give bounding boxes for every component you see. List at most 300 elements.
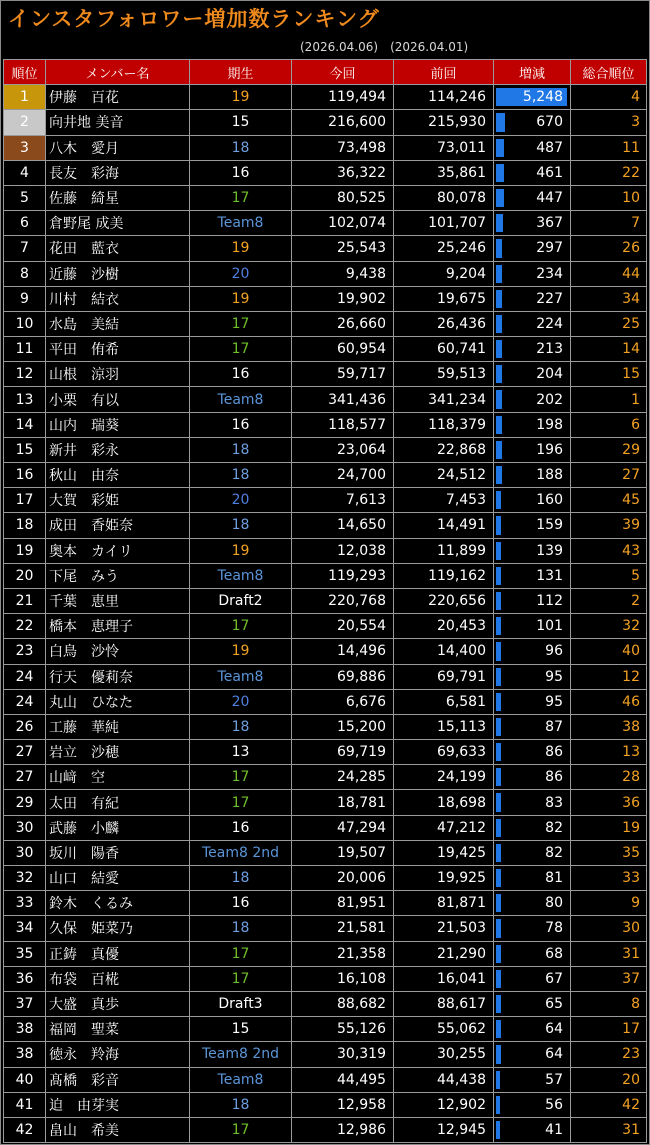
table-row xyxy=(4,261,647,286)
current-followers-cell: 9,438 xyxy=(292,261,394,286)
change-value: 202 xyxy=(536,391,563,408)
total-rank-cell: 36 xyxy=(571,790,647,815)
rank-cell: 19 xyxy=(4,538,46,563)
change-value: 82 xyxy=(545,844,563,861)
rank-cell: 32 xyxy=(4,866,46,891)
total-rank-cell: 25 xyxy=(571,311,647,336)
total-rank-cell: 20 xyxy=(571,1067,647,1092)
rank-cell: 1 xyxy=(4,85,46,110)
generation-cell: Team8 xyxy=(190,211,292,236)
change-value: 57 xyxy=(545,1071,563,1088)
change-bar xyxy=(496,793,501,811)
current-followers-cell: 7,613 xyxy=(292,488,394,513)
rank-cell: 20 xyxy=(4,563,46,588)
current-followers-cell: 23,064 xyxy=(292,437,394,462)
rank-cell: 24 xyxy=(4,664,46,689)
change-value: 95 xyxy=(545,693,563,710)
change-cell xyxy=(494,513,571,538)
generation-cell: Draft3 xyxy=(190,991,292,1016)
rank-cell: 34 xyxy=(4,916,46,941)
generation-cell: 17 xyxy=(190,311,292,336)
header-member-name: メンバー名 xyxy=(46,60,190,85)
generation-cell: 18 xyxy=(190,714,292,739)
member-name-cell: 八木 愛月 xyxy=(46,135,190,160)
table-row xyxy=(4,991,647,1016)
rank-cell: 27 xyxy=(4,765,46,790)
total-rank-cell: 32 xyxy=(571,614,647,639)
change-cell xyxy=(494,563,571,588)
change-value: 188 xyxy=(536,467,563,484)
rank-cell: 18 xyxy=(4,513,46,538)
change-cell xyxy=(494,664,571,689)
generation-cell: Team8 xyxy=(190,1067,292,1092)
table-row xyxy=(4,437,647,462)
header-rank: 順位 xyxy=(4,60,46,85)
change-cell xyxy=(494,387,571,412)
change-value: 213 xyxy=(536,341,563,358)
change-cell xyxy=(494,185,571,210)
table-row xyxy=(4,387,647,412)
previous-followers-cell: 81,871 xyxy=(394,891,494,916)
rank-cell: 38 xyxy=(4,1042,46,1067)
change-cell xyxy=(494,538,571,563)
change-value: 224 xyxy=(536,315,563,332)
previous-followers-cell: 114,246 xyxy=(394,85,494,110)
current-followers-cell: 12,986 xyxy=(292,1117,394,1142)
previous-followers-cell: 30,255 xyxy=(394,1042,494,1067)
change-cell xyxy=(494,311,571,336)
change-value: 367 xyxy=(536,215,563,232)
member-name-cell: 徳永 羚海 xyxy=(46,1042,190,1067)
generation-cell: 20 xyxy=(190,261,292,286)
change-value: 95 xyxy=(545,668,563,685)
change-value: 139 xyxy=(536,542,563,559)
current-followers-cell: 19,902 xyxy=(292,286,394,311)
generation-cell: 17 xyxy=(190,966,292,991)
previous-followers-cell: 12,902 xyxy=(394,1092,494,1117)
change-cell xyxy=(494,815,571,840)
generation-cell: Team8 xyxy=(190,563,292,588)
current-followers-cell: 36,322 xyxy=(292,160,394,185)
member-name-cell: 橋本 恵理子 xyxy=(46,614,190,639)
table-row xyxy=(4,689,647,714)
current-followers-cell: 6,676 xyxy=(292,689,394,714)
generation-cell: 20 xyxy=(190,488,292,513)
change-cell xyxy=(494,437,571,462)
generation-cell: 16 xyxy=(190,891,292,916)
change-bar xyxy=(496,642,501,660)
change-cell xyxy=(494,85,571,110)
generation-cell: Team8 2nd xyxy=(190,1042,292,1067)
previous-followers-cell: 25,246 xyxy=(394,236,494,261)
change-value: 101 xyxy=(536,618,563,635)
table-row xyxy=(4,362,647,387)
rank-cell: 4 xyxy=(4,160,46,185)
change-cell xyxy=(494,588,571,613)
previous-followers-cell: 6,581 xyxy=(394,689,494,714)
change-cell xyxy=(494,991,571,1016)
previous-followers-cell: 59,513 xyxy=(394,362,494,387)
rank-cell: 21 xyxy=(4,588,46,613)
total-rank-cell: 34 xyxy=(571,286,647,311)
total-rank-cell: 23 xyxy=(571,1042,647,1067)
previous-followers-cell: 24,512 xyxy=(394,463,494,488)
generation-cell: Team8 xyxy=(190,664,292,689)
generation-cell: 17 xyxy=(190,790,292,815)
total-rank-cell: 33 xyxy=(571,866,647,891)
member-name-cell: 岩立 沙穂 xyxy=(46,740,190,765)
member-name-cell: 長友 彩海 xyxy=(46,160,190,185)
change-bar xyxy=(496,894,501,912)
change-cell xyxy=(494,236,571,261)
total-rank-cell: 35 xyxy=(571,840,647,865)
generation-cell: 19 xyxy=(190,286,292,311)
change-cell xyxy=(494,639,571,664)
change-cell xyxy=(494,714,571,739)
table-row xyxy=(4,412,647,437)
rank-cell: 26 xyxy=(4,714,46,739)
current-followers-cell: 19,507 xyxy=(292,840,394,865)
previous-followers-cell: 21,503 xyxy=(394,916,494,941)
member-name-cell: 迫 由芽実 xyxy=(46,1092,190,1117)
member-name-cell: 大盛 真歩 xyxy=(46,991,190,1016)
change-bar xyxy=(496,718,501,736)
change-cell xyxy=(494,866,571,891)
rank-cell: 14 xyxy=(4,412,46,437)
total-rank-cell: 7 xyxy=(571,211,647,236)
member-name-cell: 正鋳 真優 xyxy=(46,941,190,966)
current-followers-cell: 16,108 xyxy=(292,966,394,991)
rank-cell: 11 xyxy=(4,337,46,362)
table-row xyxy=(4,337,647,362)
change-value: 78 xyxy=(545,920,563,937)
change-cell xyxy=(494,941,571,966)
member-name-cell: 向井地 美音 xyxy=(46,110,190,135)
change-cell xyxy=(494,463,571,488)
rank-cell: 29 xyxy=(4,790,46,815)
rank-cell: 24 xyxy=(4,689,46,714)
table-row xyxy=(4,740,647,765)
previous-followers-cell: 119,162 xyxy=(394,563,494,588)
generation-cell: 16 xyxy=(190,160,292,185)
table-row xyxy=(4,1092,647,1117)
generation-cell: 17 xyxy=(190,765,292,790)
total-rank-cell: 39 xyxy=(571,513,647,538)
rank-cell: 38 xyxy=(4,1017,46,1042)
current-followers-cell: 80,525 xyxy=(292,185,394,210)
total-rank-cell: 19 xyxy=(571,815,647,840)
table-row xyxy=(4,966,647,991)
previous-followers-cell: 55,062 xyxy=(394,1017,494,1042)
change-cell xyxy=(494,261,571,286)
member-name-cell: 水島 美結 xyxy=(46,311,190,336)
member-name-cell: 近藤 沙樹 xyxy=(46,261,190,286)
current-followers-cell: 220,768 xyxy=(292,588,394,613)
change-bar xyxy=(496,819,501,837)
generation-cell: 17 xyxy=(190,1117,292,1142)
previous-followers-cell: 15,113 xyxy=(394,714,494,739)
change-cell xyxy=(494,765,571,790)
current-followers-cell: 24,285 xyxy=(292,765,394,790)
change-bar xyxy=(496,1121,500,1139)
generation-cell: 17 xyxy=(190,185,292,210)
previous-followers-cell: 14,491 xyxy=(394,513,494,538)
rank-cell: 41 xyxy=(4,1092,46,1117)
change-cell xyxy=(494,1042,571,1067)
table-row xyxy=(4,563,647,588)
change-value: 86 xyxy=(545,769,563,786)
change-value: 41 xyxy=(545,1121,563,1138)
previous-followers-cell: 73,011 xyxy=(394,135,494,160)
generation-cell: 18 xyxy=(190,437,292,462)
change-value: 487 xyxy=(536,139,563,156)
rank-cell: 2 xyxy=(4,110,46,135)
change-bar xyxy=(496,516,501,534)
member-name-cell: 大賀 彩姫 xyxy=(46,488,190,513)
member-name-cell: 髙橋 彩音 xyxy=(46,1067,190,1092)
ranking-table xyxy=(3,59,647,1143)
change-cell xyxy=(494,1067,571,1092)
rank-cell: 9 xyxy=(4,286,46,311)
previous-followers-cell: 80,078 xyxy=(394,185,494,210)
rank-cell: 22 xyxy=(4,614,46,639)
generation-cell: 20 xyxy=(190,689,292,714)
change-bar xyxy=(496,995,501,1013)
generation-cell: 19 xyxy=(190,236,292,261)
change-value: 670 xyxy=(536,114,563,131)
total-rank-cell: 11 xyxy=(571,135,647,160)
member-name-cell: 福岡 聖菜 xyxy=(46,1017,190,1042)
member-name-cell: 白鳥 沙怜 xyxy=(46,639,190,664)
previous-followers-cell: 26,436 xyxy=(394,311,494,336)
change-cell xyxy=(494,891,571,916)
rank-cell: 7 xyxy=(4,236,46,261)
change-value: 461 xyxy=(536,164,563,181)
rank-cell: 5 xyxy=(4,185,46,210)
table-row xyxy=(4,916,647,941)
change-bar xyxy=(496,365,502,383)
table-body xyxy=(4,85,647,1143)
generation-cell: 18 xyxy=(190,513,292,538)
header-total-rank: 総合順位 xyxy=(571,60,647,85)
table-row xyxy=(4,85,647,110)
change-value: 297 xyxy=(536,240,563,257)
previous-followers-cell: 341,234 xyxy=(394,387,494,412)
generation-cell: 19 xyxy=(190,639,292,664)
previous-followers-cell: 215,930 xyxy=(394,110,494,135)
change-bar xyxy=(496,265,502,283)
change-bar xyxy=(496,1020,501,1038)
generation-cell: 18 xyxy=(190,463,292,488)
previous-followers-cell: 12,945 xyxy=(394,1117,494,1142)
rank-cell: 17 xyxy=(4,488,46,513)
current-followers-cell: 12,038 xyxy=(292,538,394,563)
change-cell xyxy=(494,135,571,160)
rank-cell: 8 xyxy=(4,261,46,286)
generation-cell: 17 xyxy=(190,337,292,362)
generation-cell: 13 xyxy=(190,740,292,765)
rank-cell: 12 xyxy=(4,362,46,387)
table-row xyxy=(4,538,647,563)
member-name-cell: 新井 彩永 xyxy=(46,437,190,462)
table-row xyxy=(4,1017,647,1042)
table-row xyxy=(4,840,647,865)
member-name-cell: 山内 瑞葵 xyxy=(46,412,190,437)
table-row xyxy=(4,513,647,538)
previous-followers-cell: 35,861 xyxy=(394,160,494,185)
previous-followers-cell: 88,617 xyxy=(394,991,494,1016)
total-rank-cell: 17 xyxy=(571,1017,647,1042)
previous-followers-cell: 21,290 xyxy=(394,941,494,966)
member-name-cell: 山﨑 空 xyxy=(46,765,190,790)
previous-followers-cell: 24,199 xyxy=(394,765,494,790)
rank-cell: 33 xyxy=(4,891,46,916)
rank-cell: 13 xyxy=(4,387,46,412)
current-followers-cell: 47,294 xyxy=(292,815,394,840)
member-name-cell: 工藤 華純 xyxy=(46,714,190,739)
table-row xyxy=(4,664,647,689)
table-row xyxy=(4,790,647,815)
generation-cell: Team8 2nd xyxy=(190,840,292,865)
member-name-cell: 武藤 小麟 xyxy=(46,815,190,840)
generation-cell: 19 xyxy=(190,538,292,563)
previous-followers-cell: 69,791 xyxy=(394,664,494,689)
rank-cell: 15 xyxy=(4,437,46,462)
total-rank-cell: 28 xyxy=(571,765,647,790)
member-name-cell: 平田 侑希 xyxy=(46,337,190,362)
table-row xyxy=(4,311,647,336)
change-bar xyxy=(496,239,502,257)
total-rank-cell: 38 xyxy=(571,714,647,739)
change-cell xyxy=(494,840,571,865)
total-rank-cell: 13 xyxy=(571,740,647,765)
change-value: 68 xyxy=(545,945,563,962)
current-followers-cell: 88,682 xyxy=(292,991,394,1016)
previous-followers-cell: 14,400 xyxy=(394,639,494,664)
change-cell xyxy=(494,488,571,513)
total-rank-cell: 31 xyxy=(571,1117,647,1142)
table-row xyxy=(4,286,647,311)
total-rank-cell: 46 xyxy=(571,689,647,714)
change-bar xyxy=(496,567,501,585)
total-rank-cell: 14 xyxy=(571,337,647,362)
change-bar xyxy=(496,189,504,207)
change-bar xyxy=(496,844,501,862)
change-bar xyxy=(496,164,504,182)
total-rank-cell: 22 xyxy=(571,160,647,185)
total-rank-cell: 6 xyxy=(571,412,647,437)
current-followers-cell: 14,496 xyxy=(292,639,394,664)
generation-cell: 15 xyxy=(190,110,292,135)
change-cell xyxy=(494,966,571,991)
change-value: 83 xyxy=(545,794,563,811)
previous-followers-cell: 69,633 xyxy=(394,740,494,765)
previous-followers-cell: 44,438 xyxy=(394,1067,494,1092)
header-current: 今回 xyxy=(292,60,394,85)
generation-cell: 17 xyxy=(190,614,292,639)
previous-followers-cell: 18,698 xyxy=(394,790,494,815)
current-followers-cell: 69,719 xyxy=(292,740,394,765)
change-value: 86 xyxy=(545,744,563,761)
total-rank-cell: 29 xyxy=(571,437,647,462)
table-row xyxy=(4,236,647,261)
change-value: 159 xyxy=(536,517,563,534)
generation-cell: 17 xyxy=(190,941,292,966)
generation-cell: 16 xyxy=(190,362,292,387)
rank-cell: 40 xyxy=(4,1067,46,1092)
previous-followers-cell: 19,675 xyxy=(394,286,494,311)
current-followers-cell: 30,319 xyxy=(292,1042,394,1067)
total-rank-cell: 44 xyxy=(571,261,647,286)
member-name-cell: 山根 涼羽 xyxy=(46,362,190,387)
member-name-cell: 花田 藍衣 xyxy=(46,236,190,261)
change-value: 198 xyxy=(536,416,563,433)
generation-cell: 16 xyxy=(190,412,292,437)
current-followers-cell: 44,495 xyxy=(292,1067,394,1092)
rank-cell: 10 xyxy=(4,311,46,336)
generation-cell: Draft2 xyxy=(190,588,292,613)
rank-cell: 30 xyxy=(4,815,46,840)
rank-cell: 23 xyxy=(4,639,46,664)
change-cell xyxy=(494,160,571,185)
total-rank-cell: 1 xyxy=(571,387,647,412)
current-followers-cell: 118,577 xyxy=(292,412,394,437)
total-rank-cell: 42 xyxy=(571,1092,647,1117)
previous-followers-cell: 9,204 xyxy=(394,261,494,286)
current-followers-cell: 12,958 xyxy=(292,1092,394,1117)
rank-cell: 37 xyxy=(4,991,46,1016)
table-row xyxy=(4,941,647,966)
member-name-cell: 千葉 恵里 xyxy=(46,588,190,613)
total-rank-cell: 40 xyxy=(571,639,647,664)
current-followers-cell: 60,954 xyxy=(292,337,394,362)
change-value: 96 xyxy=(545,643,563,660)
member-name-cell: 畠山 希美 xyxy=(46,1117,190,1142)
change-value: 67 xyxy=(545,970,563,987)
previous-followers-cell: 22,868 xyxy=(394,437,494,462)
previous-followers-cell: 60,741 xyxy=(394,337,494,362)
header-generation: 期生 xyxy=(190,60,292,85)
table-row xyxy=(4,614,647,639)
change-bar xyxy=(496,416,502,434)
member-name-cell: 久保 姫菜乃 xyxy=(46,916,190,941)
generation-cell: Team8 xyxy=(190,387,292,412)
change-bar xyxy=(496,340,502,358)
generation-cell: 18 xyxy=(190,916,292,941)
current-followers-cell: 55,126 xyxy=(292,1017,394,1042)
table-row xyxy=(4,714,647,739)
previous-followers-cell: 101,707 xyxy=(394,211,494,236)
change-bar xyxy=(496,668,501,686)
total-rank-cell: 15 xyxy=(571,362,647,387)
rank-cell: 35 xyxy=(4,941,46,966)
generation-cell: 16 xyxy=(190,815,292,840)
generation-cell: 15 xyxy=(190,1017,292,1042)
total-rank-cell: 10 xyxy=(571,185,647,210)
member-name-cell: 布袋 百椛 xyxy=(46,966,190,991)
table-row xyxy=(4,891,647,916)
generation-cell: 19 xyxy=(190,85,292,110)
table-row xyxy=(4,160,647,185)
total-rank-cell: 5 xyxy=(571,563,647,588)
current-followers-cell: 20,554 xyxy=(292,614,394,639)
change-cell xyxy=(494,740,571,765)
table-row xyxy=(4,1117,647,1142)
total-rank-cell: 45 xyxy=(571,488,647,513)
change-bar xyxy=(496,945,501,963)
change-bar xyxy=(496,214,503,232)
rank-cell: 6 xyxy=(4,211,46,236)
